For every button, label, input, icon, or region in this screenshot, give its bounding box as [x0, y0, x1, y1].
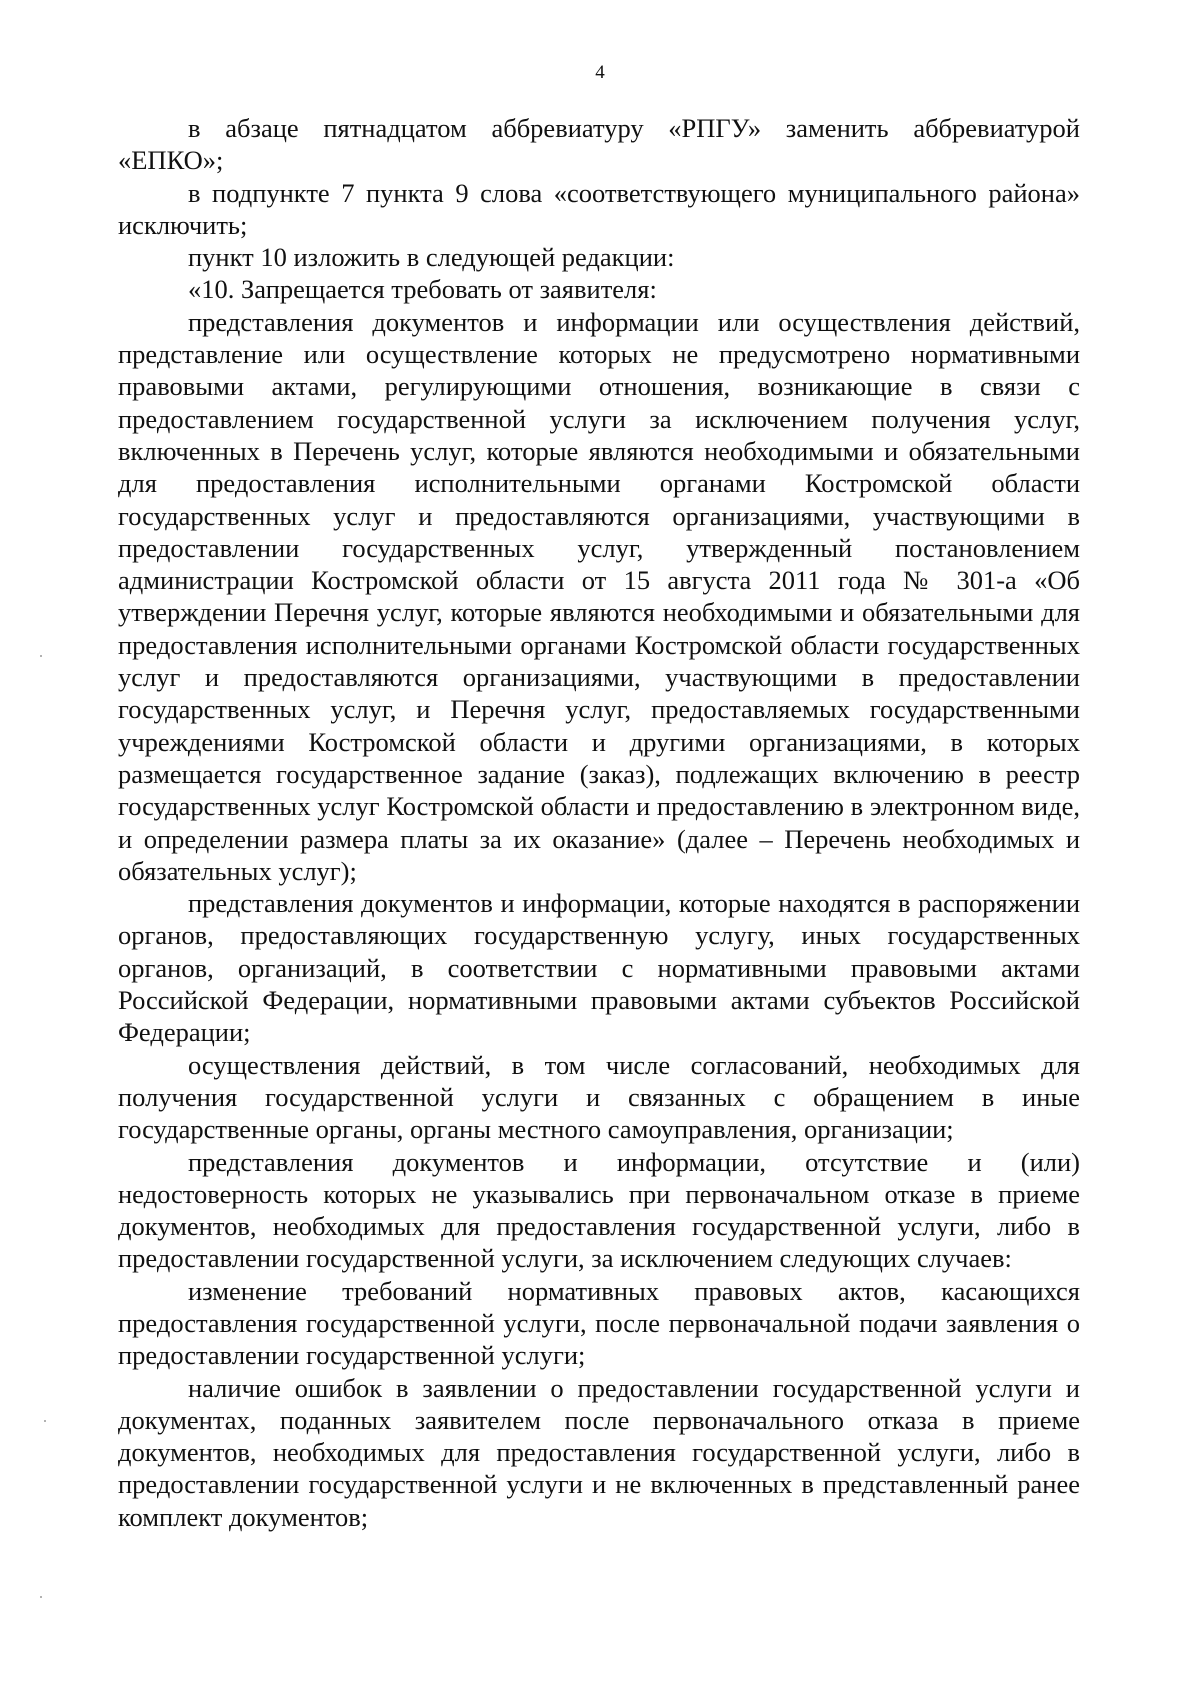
paragraph-documents-not-required: представления документов и информации или осуществления действий, представление или осуществление которых не предусмотрено нормативными правовыми актами, регулирующими отношения, возникающие в связи с предоставлением государственной услуги за исключением получения услуг, включенных в Перечень услуг, которые являются необходимыми и обязательными для предоставления исполнительными органами Костромской области государственных услуг и предоставляются организациями, участвующими в предоставлении государственных услуг, утвержденный постановлением администрации Костромской области от 15 августа 2011 года № 301-а «Об утверждении Перечня услуг, которые являются необходимыми и обязательными для предоставления исполнительными органами Костромской области государственных услуг и предоставляются организациями, участвующими в предоставлении государственных услуг, и Перечня услуг, предоставляемых государственными учреждениями Костромской области и другими организациями, в которых размещается государственное задание (заказ), подлежащих включению в реестр государственных услуг Костромской области и предоставлению в электронном виде, и определении размера платы за их оказание» (далее – Перечень необходимых и обязательных услуг); — [118, 306, 1080, 886]
paragraph-documents-in-possession: представления документов и информации, которые находятся в распоряжении органов, предоставляющих государственную услугу, иных государственных органов, организаций, в соответствии с нормативными правовыми актами Российской Федерации, нормативными правовыми актами субъектов Российской Федерации; — [118, 888, 1080, 1048]
scan-artifact — [44, 1420, 46, 1422]
scan-artifact — [40, 655, 42, 657]
paragraph-subpoint-7: в подпункте 7 пункта 9 слова «соответствующего муниципального района» исключить; — [118, 177, 1080, 240]
scan-artifact — [40, 1596, 42, 1598]
list-item-errors-in-application: наличие ошибок в заявлении о предоставлении государственной услуги и документах, поданных заявителем после первоначального отказа в приеме документов, необходимых для предоставления государственной услуги, либо в предоставлении государственной услуги и не включенных в представленный ранее комплект документов; — [118, 1372, 1080, 1532]
paragraph-approvals: осуществления действий, в том числе согласований, необходимых для получения государственной услуги и связанных с обращением в иные государственные органы, органы местного самоуправления, организации; — [118, 1049, 1080, 1145]
paragraph-abbreviation-change: в абзаце пятнадцатом аббревиатуру «РПГУ» заменить аббревиатурой «ЕПКО»; — [118, 113, 1080, 176]
paragraph-missing-documents: представления документов и информации, отсутствие и (или) недостоверность которых не указывались при первоначальном отказе в приеме документов, необходимых для предоставления государственной услуги, либо в предоставлении государственной услуги, за исключением следующих случаев: — [118, 1146, 1080, 1274]
page-number: 4 — [595, 62, 605, 83]
paragraph-point-10-intro: пункт 10 изложить в следующей редакции: — [188, 242, 675, 273]
list-item-requirements-change: изменение требований нормативных правовых актов, касающихся предоставления государственной услуги, после первоначальной подачи заявления о предоставлении государственной услуги; — [118, 1275, 1080, 1371]
paragraph-point-10-heading: «10. Запрещается требовать от заявителя: — [188, 274, 657, 305]
document-body — [118, 112, 1080, 1533]
